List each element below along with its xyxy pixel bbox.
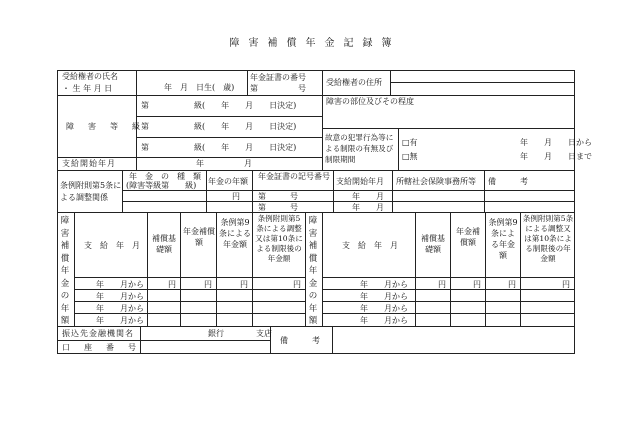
recipient-dob-field: 年 月 日生( 歳)	[164, 83, 235, 92]
start-month-field: 年 月	[196, 159, 252, 168]
cert-symbol-header: 年金証書の記号番号	[258, 172, 330, 181]
frame-top	[57, 70, 575, 71]
adjustment-remarks-header: 備 考	[488, 177, 528, 186]
adjusted-yen-left: 円	[293, 280, 301, 289]
annual-section-label-right: 障害補償年金の年額	[308, 216, 318, 326]
account-number-label: 口 座 番 号	[62, 343, 139, 352]
recipient-name-label: 受給権者の氏名	[62, 72, 118, 81]
cert-number-row-1: 第 号	[258, 192, 298, 201]
grade-row-3-prefix: 第	[141, 143, 149, 152]
grid-line	[74, 289, 306, 290]
grid-line	[332, 326, 333, 354]
compensation-yen-right: 円	[473, 280, 481, 289]
grid-line	[322, 70, 323, 170]
grid-line	[57, 212, 575, 213]
grid-line	[74, 301, 306, 302]
grade-row-2-decision: 級( 年 月 日決定)	[194, 122, 297, 131]
annual-amount-header: 年金の年額	[208, 177, 248, 186]
grid-line	[136, 116, 323, 117]
office-header: 所轄社会保険事務所等	[396, 177, 476, 186]
grid-line	[122, 190, 575, 191]
article9-yen-left: 円	[240, 280, 248, 289]
grid-line	[122, 170, 123, 212]
payment-month-header-left: 支 給 年 月	[84, 241, 140, 250]
grid-line	[247, 70, 248, 95]
grid-line	[206, 170, 207, 212]
start-month-label: 支給開始年月	[62, 159, 116, 168]
grid-line	[57, 170, 575, 171]
payment-month-header-right: 支 給 年 月	[342, 241, 398, 250]
grade-label: 障 害 等 級	[66, 122, 143, 131]
start-month-row-2: 年 月	[352, 203, 384, 212]
grid-line	[322, 128, 575, 129]
grid-line	[322, 301, 575, 302]
grid-line	[136, 70, 137, 170]
start-month-header: 支給開始年月	[336, 177, 384, 186]
grid-line	[57, 95, 575, 96]
start-month-row-1: 年 月	[352, 192, 384, 201]
grid-line	[252, 212, 253, 326]
bank-institution-label: 振込先金融機関名	[62, 329, 134, 338]
row-1-month-left: 年 月から	[96, 280, 144, 289]
grid-line	[322, 212, 323, 326]
grid-line	[57, 157, 323, 158]
grid-line	[392, 170, 393, 212]
row-3-month-right: 年 月から	[360, 304, 408, 313]
grid-line	[122, 201, 575, 202]
grid-line	[74, 277, 306, 278]
bank-remarks-label: 備 考	[280, 336, 320, 345]
grade-row-1-decision: 級( 年 月 日決定)	[194, 101, 297, 110]
limitation-no-checkbox[interactable]: □無	[402, 152, 418, 161]
row-1-month-right: 年 月から	[360, 280, 408, 289]
grid-line	[390, 82, 575, 83]
grid-line	[484, 170, 485, 212]
row-2-month-right: 年 月から	[360, 292, 408, 301]
grid-line	[322, 289, 575, 290]
grid-line	[322, 277, 575, 278]
grade-row-1-prefix: 第	[141, 101, 149, 110]
article9-yen-right: 円	[508, 280, 516, 289]
grid-line	[180, 212, 181, 326]
grid-line	[450, 212, 451, 326]
row-4-month-left: 年 月から	[96, 316, 144, 325]
form-title: 障害補償年金記録簿	[229, 38, 401, 49]
limitation-yes-checkbox[interactable]: □有	[402, 138, 418, 147]
disability-part-label: 障害の部位及びその程度	[326, 97, 414, 106]
crime-limitation-label: 故意の犯罪行為等による制限の有無及び制限期間	[325, 133, 394, 164]
adjustment-relation-label: 条例附則第5条による調整関係	[60, 181, 122, 202]
adjusted-yen-right: 円	[562, 280, 570, 289]
grid-line	[415, 212, 416, 326]
compensation-header-left: 年金補償額	[183, 227, 215, 247]
row-4-month-right: 年 月から	[360, 316, 408, 325]
base-yen-left: 円	[168, 280, 176, 289]
cert-number-row-2: 第 号	[258, 203, 298, 212]
grid-line	[147, 212, 148, 326]
compensation-yen-left: 円	[204, 280, 212, 289]
compensation-header-right: 年金補償額	[456, 227, 480, 247]
pension-type-header: 年 金 の 種 類	[129, 172, 201, 181]
pension-type-grade: (障害等級第 級)	[126, 181, 197, 190]
limitation-until-date: 年 月 日まで	[520, 152, 592, 161]
base-amount-header-left: 補償基礎額	[152, 234, 176, 254]
adjusted-amount-header-left: 条例附則第5条による調整又は第10条による制限後の年金額	[255, 214, 303, 263]
grid-line	[74, 313, 306, 314]
grid-line	[398, 128, 399, 170]
annual-amount-yen: 円	[232, 192, 240, 201]
grade-row-2-prefix: 第	[141, 122, 149, 131]
article9-header-left: 条例第9条による年金額	[219, 218, 251, 249]
cert-number-field: 第 号	[250, 84, 306, 93]
row-3-month-left: 年 月から	[96, 304, 144, 313]
grid-line	[57, 340, 271, 341]
cert-number-label: 年金証書の番号	[250, 73, 306, 82]
address-label: 受給権者の住所	[326, 78, 382, 87]
grid-line	[216, 212, 217, 326]
grid-line	[74, 212, 75, 326]
article9-header-right: 条例第9条による年金額	[488, 218, 518, 260]
bank-suffix: 銀行	[208, 329, 224, 338]
grid-line	[305, 212, 306, 326]
limitation-from-date: 年 月 日から	[520, 138, 592, 147]
grid-line	[333, 170, 334, 212]
recipient-dob-label: ・ 生 年 月 日	[62, 84, 113, 93]
base-yen-right: 円	[438, 280, 446, 289]
grid-line	[252, 170, 253, 212]
base-amount-header-right: 補償基礎額	[421, 234, 445, 254]
grade-row-3-decision: 級( 年 月 日決定)	[194, 143, 297, 152]
grid-line	[136, 137, 323, 138]
row-2-month-left: 年 月から	[96, 292, 144, 301]
grid-line	[485, 212, 486, 326]
annual-section-label-left: 障害補償年金の年額	[60, 216, 70, 326]
grid-line	[322, 313, 575, 314]
branch-suffix: 支店	[256, 329, 272, 338]
frame-bottom	[57, 353, 575, 354]
adjusted-amount-header-right: 条例附則第5条による調整又は第10条による制限後の年金額	[522, 214, 574, 263]
grid-line	[520, 212, 521, 326]
